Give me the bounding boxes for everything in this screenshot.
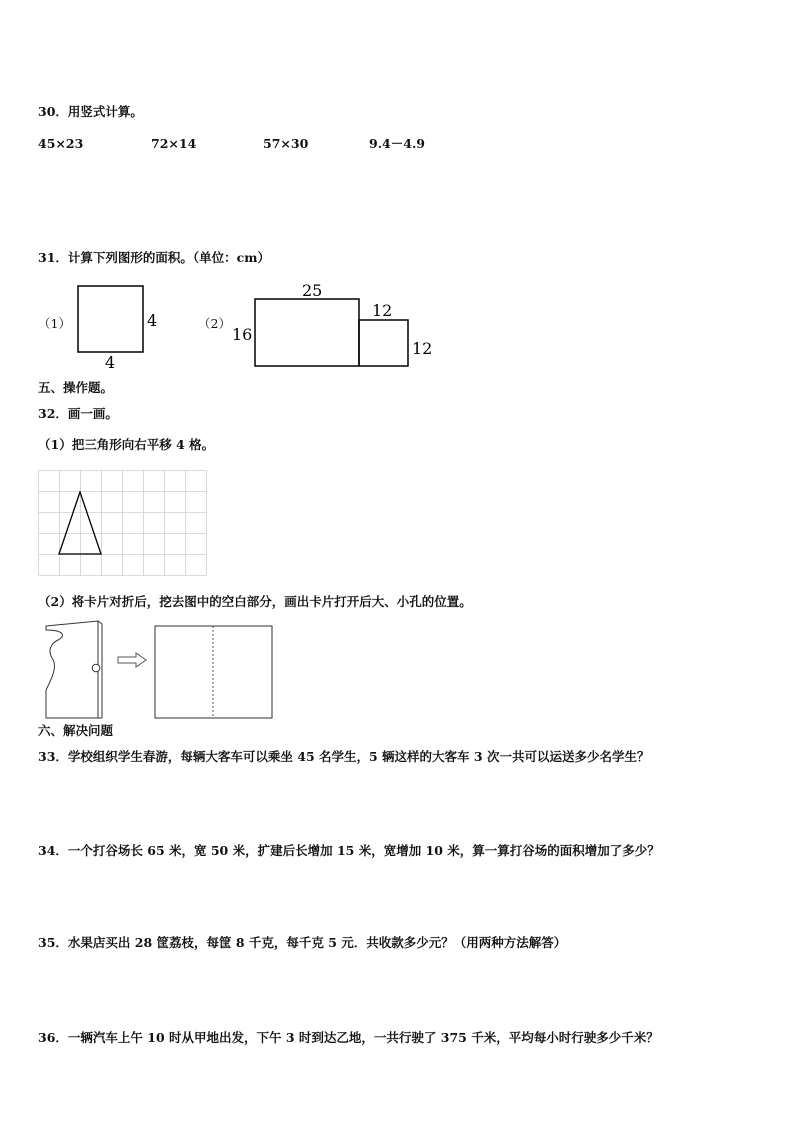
card-figure [38, 618, 278, 722]
unfolded-card [155, 626, 272, 718]
triangle-grid [38, 470, 208, 576]
big-rectangle [255, 299, 359, 366]
square-figure [70, 280, 170, 375]
grid-lines [39, 471, 207, 576]
section-5-heading: 五、操作题。 [38, 380, 114, 395]
section-6-heading: 六、解决问题 [38, 723, 114, 738]
q31-fig1-label: （1） [38, 316, 71, 331]
q30-item-2: 72×14 [151, 136, 197, 151]
square-side-bottom: 4 [105, 353, 116, 372]
small-square [359, 320, 408, 366]
triangle-shape [59, 492, 101, 554]
q30-item-1: 45×23 [38, 136, 84, 151]
big-rect-left-label: 16 [232, 325, 253, 344]
small-hole [92, 664, 100, 672]
q35-text: 35．水果店买出 28 筐荔枝，每筐 8 千克，每千克 5 元．共收款多少元？（用两种方法解答） [38, 935, 567, 950]
small-square-top-label: 12 [372, 301, 393, 320]
arrow-right-icon [118, 653, 146, 667]
q32-sub2: （2）将卡片对折后，挖去图中的空白部分，画出卡片打开后大、小孔的位置。 [38, 594, 472, 609]
q33-text: 33．学校组织学生春游，每辆大客车可以乘坐 45 名学生，5 辆这样的大客车 3 次一共可以运送多少名学生？ [38, 749, 650, 764]
q30-title: 30．用竖式计算。 [38, 104, 143, 119]
q31-title: 31．计算下列图形的面积。（单位：cm） [38, 250, 270, 265]
folded-card-outline [46, 621, 98, 718]
q30-item-4: 9.4－4.9 [369, 136, 425, 151]
q31-fig2-label: （2） [198, 316, 231, 331]
big-rect-top-label: 25 [302, 281, 323, 300]
q32-sub1: （1）把三角形向右平移 4 格。 [38, 437, 215, 452]
q34-text: 34．一个打谷场长 65 米，宽 50 米，扩建后长增加 15 米，宽增加 10 米，算一算打谷场的面积增加了多少？ [38, 843, 660, 858]
square-side-right: 4 [147, 311, 158, 330]
small-square-right-label: 12 [412, 339, 433, 358]
q32-title: 32．画一画。 [38, 406, 118, 421]
square-shape [78, 286, 143, 352]
composite-figure [228, 280, 438, 375]
q30-item-3: 57×30 [263, 136, 309, 151]
q36-text: 36．一辆汽车上午 10 时从甲地出发，下午 3 时到达乙地，一共行驶了 375 千米，平均每小时行驶多少千米？ [38, 1030, 659, 1045]
